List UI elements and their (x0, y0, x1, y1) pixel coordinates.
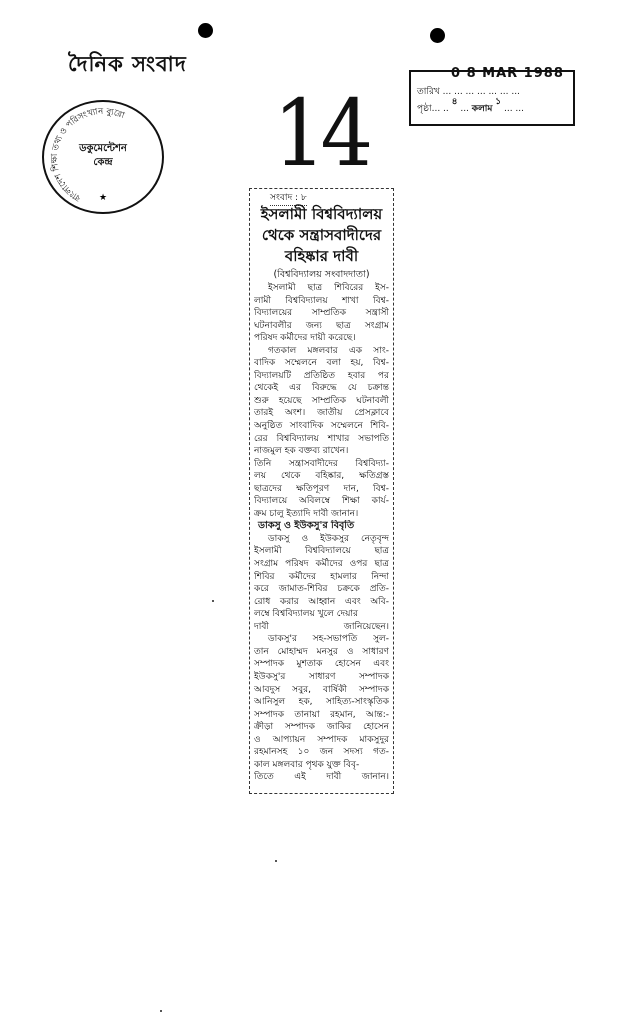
article-line: লম্বে বিশ্ববিদ্যালয় খুলে দেয়ার (254, 609, 358, 620)
article-line: তান মোহাম্মদ মনসুর ও সাধারণ (254, 646, 389, 657)
svg-text:★: ★ (98, 193, 108, 203)
headline-line: ইসলামী বিশ্ববিদ্যালয় (260, 205, 383, 223)
article-line: বিদ্যালয়ের সাম্প্রতিক সন্ত্রাসী (254, 308, 389, 319)
article-line: ছাত্রদের ক্ষতিপূরণ দান, বিশ্ব- (254, 483, 389, 494)
page-label: পৃষ্ঠা (417, 104, 432, 114)
article-line: রোধ করার আহ্বান এবং অবি- (254, 596, 389, 607)
punch-hole (198, 23, 213, 38)
page-value: ৪ (451, 97, 458, 107)
article-line: শুরু হয়েছে সাম্প্রতিক ঘটনাবলী (254, 395, 389, 406)
scan-speck (275, 860, 277, 862)
article-line: ক্রীড়া সম্পাদক জাকির হোসেন (254, 722, 389, 733)
article-line: শিবির কর্মীদের হামলার নিন্দা (254, 571, 389, 582)
article-line: ও আপ্যায়ন সম্পাদক মাকসুদুর (254, 734, 389, 745)
newspaper-masthead: দৈনিক সংবাদ (68, 52, 187, 76)
article-line: গতকাল মঙ্গলবার এক সাং- (268, 345, 389, 356)
handwritten-number: 14 (273, 80, 368, 187)
article-body (254, 282, 389, 784)
article-line: পরিষদ কর্মীদের দায়ী করেছে। (254, 333, 356, 344)
article-line: নাজমুল হক বক্তব্য রাখেন। (254, 446, 349, 457)
article-line: ডাকসু'র সহ-সভাপতি সুল- (268, 634, 389, 645)
scan-speck (160, 1010, 162, 1012)
stamp-date: 0 8 MAR 1988 (451, 66, 564, 81)
article-line: দাবী জানিয়েছেন। (254, 621, 389, 632)
punch-hole (430, 28, 445, 43)
clipping-source: সংবাদ : ৮ (270, 190, 307, 206)
seal-center-line1: ডকুমেন্টেশন (79, 143, 127, 154)
article-line: বাদিক সম্মেলনে বলা হয়, বিশ্ব- (254, 358, 389, 369)
column-label: কলাম (471, 104, 493, 114)
article-line: তারই অংশ। জাতীয় প্রেসক্লাবে (254, 408, 389, 419)
article-line: থেকেই এর বিরুদ্ধে যে চক্রান্ত (254, 383, 389, 394)
article-line: লামী বিশ্ববিদ্যালয় শাখা বিশ্ব- (254, 295, 389, 306)
headline-line: থেকে সন্ত্রাসবাদীদের (261, 226, 382, 244)
article-line: রহমানসহ ১০ জন সদস্য গত- (254, 747, 389, 758)
article-subheading: ডাকসু ও ইউকসু'র বিবৃতি (258, 520, 355, 532)
article-line: তিতে এই দাবী জানান। (254, 772, 389, 783)
svg-text:বাংলাদেশ শিক্ষা তথ্য ও পরিসংখ্: বাংলাদেশ শিক্ষা তথ্য ও পরিসংখ্যান ব্যুরো (50, 106, 126, 203)
article-line: তিনি সন্ত্রাসবাদীদের বিশ্ববিদ্যা- (254, 458, 389, 469)
article-line: আবদুস সবুর, বার্ষিকী সম্পাদক (254, 684, 389, 695)
scan-speck (212, 600, 214, 602)
article-line: সংগ্রাম পরিষদ কর্মীদের ওপর ছাত্র (254, 559, 389, 570)
article-line: কাল মঙ্গলবার পৃথক যুক্ত বিবৃ- (254, 759, 360, 770)
article-line: ইসলামী ছাত্র শিবিরের ইস- (268, 283, 389, 293)
article-line: ক্রম চালু ইত্যাদি দাবী জানান। (254, 508, 359, 519)
article-line: ইউকসু'র সাধারণ সম্পাদক (254, 671, 389, 682)
article-line: আনিসুল হক, সাহিত্য-সাংস্কৃতিক (254, 697, 389, 708)
article-line: রের বিশ্ববিদ্যালয় শাখার সভাপতি (254, 433, 389, 444)
article-line: অনুষ্ঠিত সাংবাদিক সম্মেলনে শিবি- (254, 421, 389, 432)
article-line: বিদ্যালয়টি প্রতিষ্ঠিত হবার পর (254, 370, 389, 381)
article-line: ডাকসু ও ইউকসুর নেতৃবৃন্দ (268, 533, 389, 544)
column-value: ১ (495, 97, 502, 107)
article-line: লয় থেকে বহিষ্কার, ক্ষতিগ্রস্ত (254, 471, 389, 482)
article-line: ইসলামী বিশ্ববিদ্যালয়ে ছাত্র (254, 546, 389, 557)
date-label: তারিখ (417, 87, 440, 97)
byline: (বিশ্ববিদ্যালয় সংবাদদাতা) (273, 269, 370, 280)
article-line: ঘটনাবলীর জন্য ছাত্র সংগ্রাম (254, 320, 389, 331)
news-clipping (249, 188, 394, 794)
documentation-seal (42, 100, 164, 214)
article-line: সম্পাদক মুশতাক হোসেন এবং (254, 659, 389, 670)
article-line: করে জামাত-শিবির চক্রকে প্রতি- (254, 584, 389, 595)
seal-center-line2: কেন্দ্র (93, 157, 113, 168)
headline-line: বহিষ্কার দাবী (284, 247, 359, 265)
article-line: সম্পাদক তানায়া রহমান, আন্ত:- (254, 709, 389, 720)
date-stamp: 0 8 MAR 1988 তারিখ ... ... ... ... ... ... ... পৃষ্ঠা... .. ৪ ... কলাম ১ ... ... (409, 70, 575, 126)
article-line: বিদ্যালয়ে অবিলম্বে শিক্ষা কার্য- (254, 496, 389, 507)
